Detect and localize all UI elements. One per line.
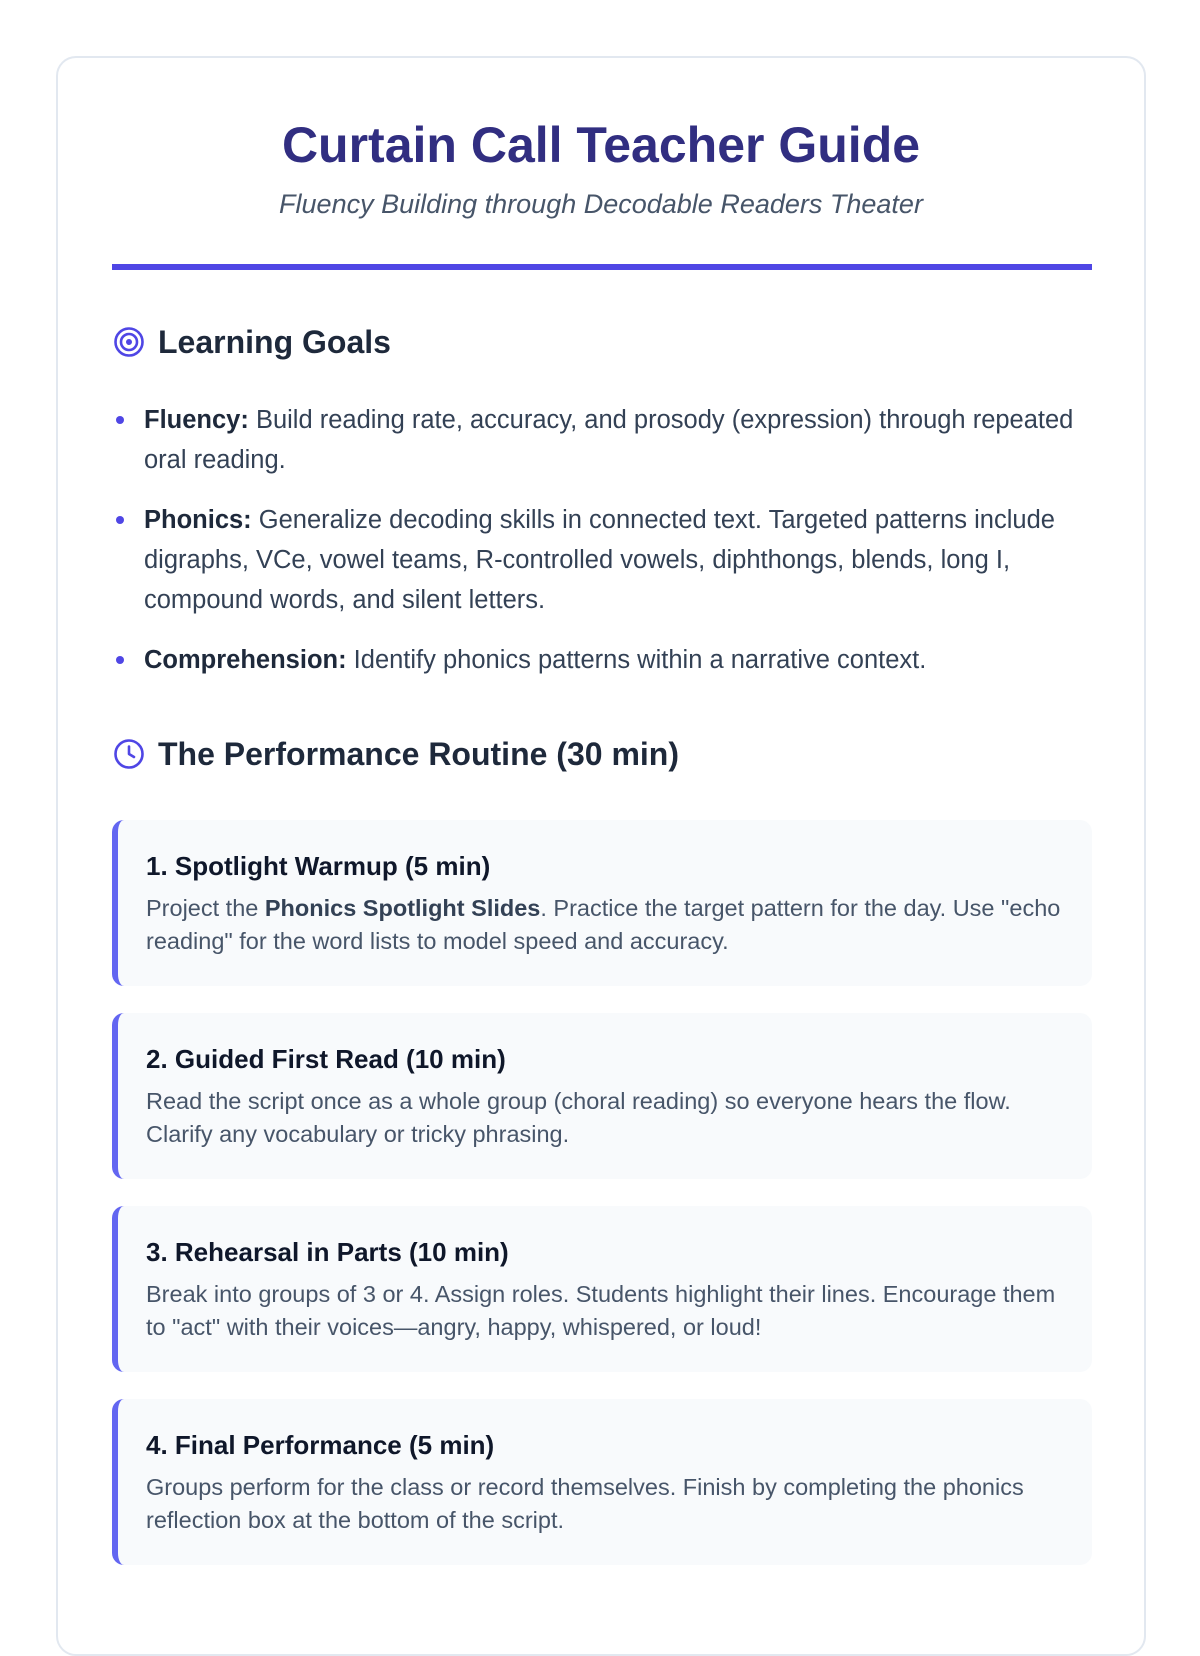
step-body-emphasis: Phonics Spotlight Slides: [264, 895, 541, 921]
page-subtitle: Fluency Building through Decodable Readers Theater: [279, 189, 923, 219]
learning-goals-heading: Learning Goals: [158, 324, 391, 360]
bullet-dot: [116, 516, 124, 524]
step-title: 4. Final Performance (5 min): [146, 1430, 495, 1460]
goal-text: Identify phonics patterns within a narrative context.: [346, 646, 927, 674]
step-body: [146, 892, 1068, 958]
guide-card: [56, 56, 1146, 1656]
clock-icon: [112, 737, 146, 771]
title-divider: [112, 264, 1092, 270]
routine-heading: The Performance Routine (30 min): [158, 736, 679, 772]
step-body: Break into groups of 3 or 4. Assign roles. Students highlight their lines. Encourage them to "act" with their voices—angry, happy, whispered, or loud!: [146, 1281, 1056, 1340]
learning-goals-header: [112, 322, 391, 362]
bullet-dot: [116, 656, 124, 664]
page-title: Curtain Call Teacher Guide: [281, 117, 921, 173]
step-title: 3. Rehearsal in Parts (10 min): [146, 1237, 509, 1267]
bullet-dot: [116, 416, 124, 424]
routine-step-3: [112, 1206, 1092, 1372]
routine-header: [112, 734, 679, 774]
step-body: Read the script once as a whole group (choral reading) so everyone hears the flow. Clarify any vocabulary or tricky phrasing.: [146, 1088, 1011, 1147]
step-body: Groups perform for the class or record themselves. Finish by completing the phonics reflection box at the bottom of the script.: [146, 1474, 1024, 1533]
goal-label: Phonics:: [144, 506, 252, 534]
goal-label: Comprehension:: [144, 646, 347, 674]
target-icon: [112, 325, 146, 359]
goal-label: Fluency:: [144, 406, 249, 434]
goal-text: Generalize decoding skills in connected text. Targeted patterns include digraphs, VCe, vowel teams, R-controlled vowels, diphthongs, blends, long I, compound words, and silent letters.: [144, 506, 1055, 614]
routine-step-1: [112, 820, 1092, 986]
learning-goals-list: [112, 400, 1102, 700]
step-body-text: . Practice the target pattern for the day. Use "echo reading" for the word lists to model speed and accuracy.: [146, 895, 1061, 954]
routine-step-2: [112, 1013, 1092, 1179]
goal-item-fluency: [112, 400, 1102, 480]
step-title: 1. Spotlight Warmup (5 min): [146, 851, 491, 881]
goal-item-phonics: [112, 500, 1102, 620]
goal-text: Build reading rate, accuracy, and prosody (expression) through repeated oral reading.: [144, 406, 1074, 474]
step-title: 2. Guided First Read (10 min): [146, 1044, 506, 1074]
step-body-text: Project the: [146, 895, 265, 921]
goal-item-comprehension: [112, 640, 1102, 680]
routine-step-4: [112, 1399, 1092, 1565]
